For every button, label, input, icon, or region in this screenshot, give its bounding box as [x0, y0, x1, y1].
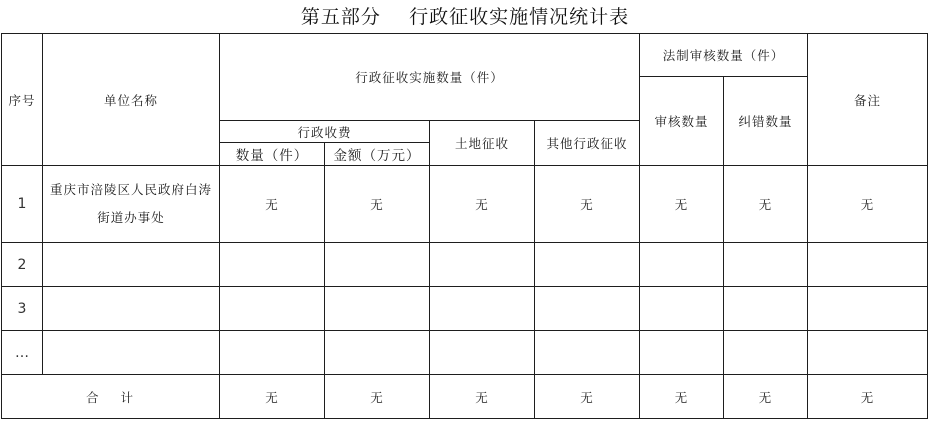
- row-correction-count: 无: [724, 166, 808, 243]
- row-seq: …: [2, 331, 43, 375]
- row-seq: 2: [2, 243, 43, 287]
- row-land-levy: [430, 287, 535, 331]
- row-unit-name: [43, 243, 220, 287]
- table-row: [2, 331, 928, 375]
- total-fee-amount: 无: [325, 375, 430, 419]
- row-review-count: [640, 287, 724, 331]
- header-legal-review: 法制审核数量（件）: [640, 34, 808, 77]
- total-correction-count: 无: [724, 375, 808, 419]
- statistics-table: [1, 33, 928, 419]
- row-review-count: [640, 331, 724, 375]
- table-row: [2, 287, 928, 331]
- row-unit-name: [43, 331, 220, 375]
- header-correction-count: 纠错数量: [724, 77, 808, 166]
- row-review-count: 无: [640, 166, 724, 243]
- row-fee-count: 无: [220, 166, 325, 243]
- row-unit-name: [43, 287, 220, 331]
- total-other-levy: 无: [535, 375, 640, 419]
- row-other-levy: [535, 243, 640, 287]
- row-remarks: [808, 287, 928, 331]
- row-remarks: [808, 243, 928, 287]
- row-unit-name: 重庆市涪陵区人民政府白涛街道办事处: [43, 166, 220, 243]
- table-row: [2, 166, 928, 243]
- row-other-levy: 无: [535, 166, 640, 243]
- total-row: [2, 375, 928, 419]
- total-label: 合计: [2, 375, 220, 419]
- header-remarks: 备注: [808, 34, 928, 166]
- header-fee-amount: 金额（万元）: [325, 143, 430, 166]
- table-row: [2, 243, 928, 287]
- row-fee-amount: [325, 331, 430, 375]
- total-fee-count: 无: [220, 375, 325, 419]
- header-unit-name: 单位名称: [43, 34, 220, 166]
- row-correction-count: [724, 287, 808, 331]
- row-fee-count: [220, 243, 325, 287]
- row-fee-count: [220, 331, 325, 375]
- header-seq: 序号: [2, 34, 43, 166]
- row-correction-count: [724, 243, 808, 287]
- total-review-count: 无: [640, 375, 724, 419]
- header-row-1: [2, 34, 928, 77]
- row-other-levy: [535, 331, 640, 375]
- row-remarks: [808, 331, 928, 375]
- header-review-count: 审核数量: [640, 77, 724, 166]
- header-admin-fee: 行政收费: [220, 121, 430, 143]
- row-review-count: [640, 243, 724, 287]
- header-implementation-count: 行政征收实施数量（件）: [220, 34, 640, 121]
- row-land-levy: [430, 243, 535, 287]
- header-land-levy: 土地征收: [430, 121, 535, 166]
- row-fee-amount: [325, 287, 430, 331]
- row-fee-count: [220, 287, 325, 331]
- row-fee-amount: 无: [325, 166, 430, 243]
- row-land-levy: 无: [430, 166, 535, 243]
- row-correction-count: [724, 331, 808, 375]
- row-fee-amount: [325, 243, 430, 287]
- row-remarks: 无: [808, 166, 928, 243]
- row-land-levy: [430, 331, 535, 375]
- page-title: 第五部分 行政征收实施情况统计表: [300, 6, 630, 28]
- row-seq: 3: [2, 287, 43, 331]
- row-seq: 1: [2, 166, 43, 243]
- total-remarks: 无: [808, 375, 928, 419]
- total-land-levy: 无: [430, 375, 535, 419]
- header-fee-count: 数量（件）: [220, 143, 325, 166]
- header-other-levy: 其他行政征收: [535, 121, 640, 166]
- row-other-levy: [535, 287, 640, 331]
